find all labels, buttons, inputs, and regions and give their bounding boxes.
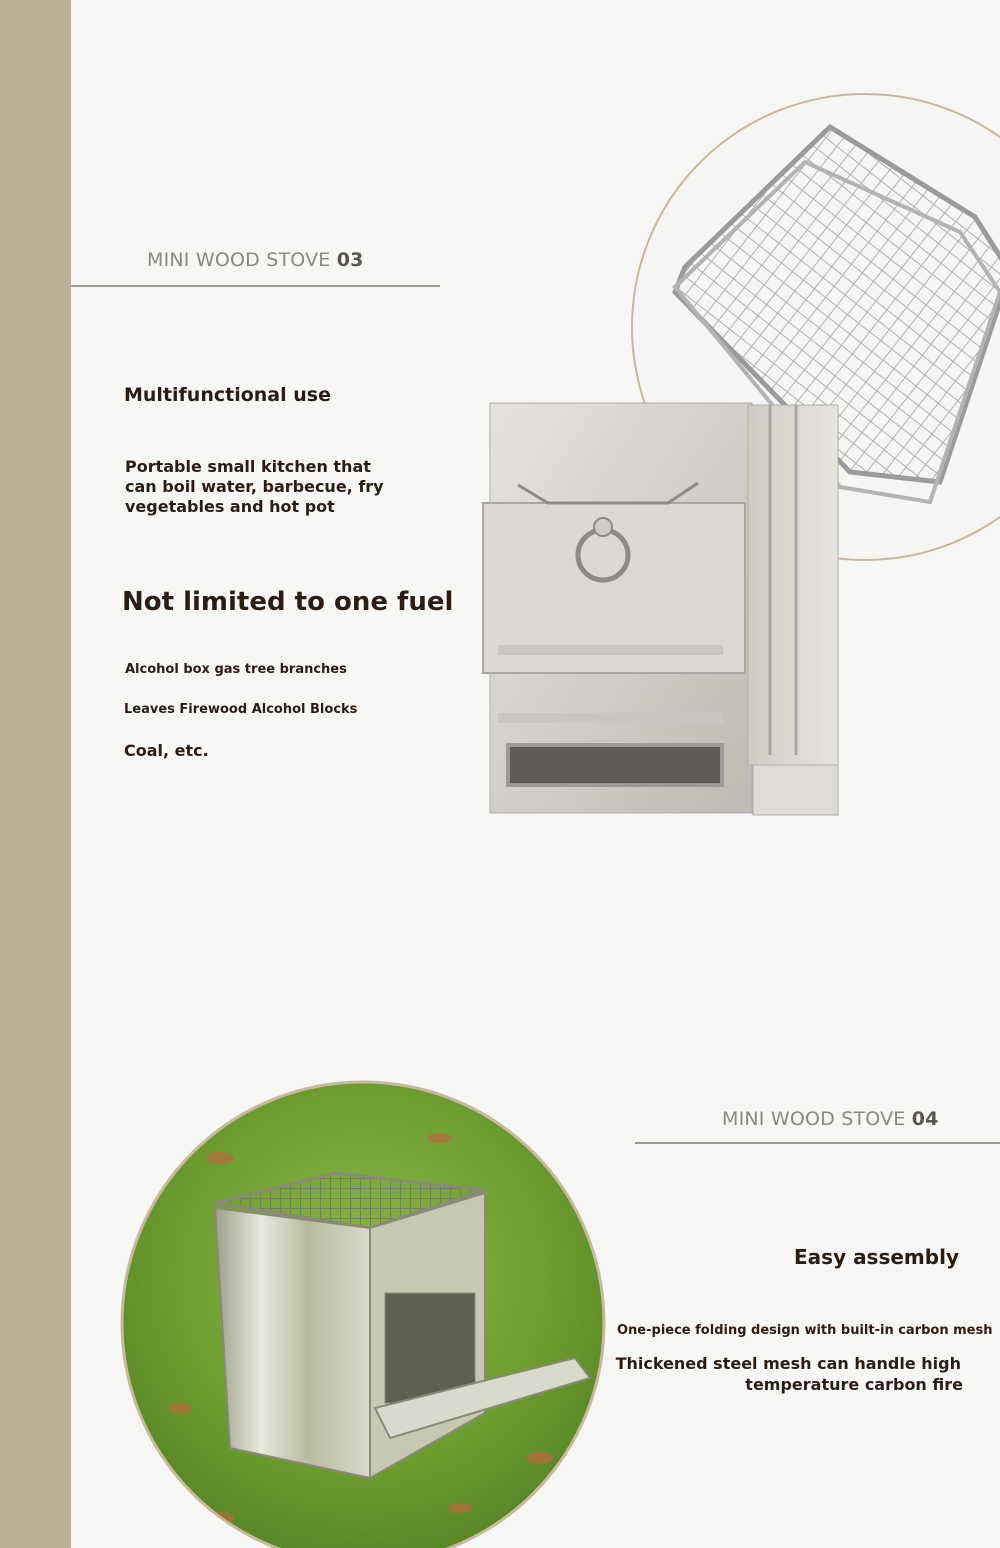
paragraph-portable-kitchen: Portable small kitchen that can boil water, barbecue, fry vegetables and hot pot	[125, 457, 384, 516]
section-title-prefix: MINI WOOD STOVE	[722, 1108, 912, 1130]
fuel-item: Coal, etc.	[124, 741, 209, 760]
feature-steel-mesh-line2: temperature carbon fire	[745, 1375, 963, 1394]
sidebar-stripe	[0, 0, 71, 1548]
section-divider	[71, 285, 440, 287]
section-number: 03	[336, 249, 364, 271]
heading-multifunctional: Multifunctional use	[124, 384, 331, 406]
feature-folding-design: One-piece folding design with built-in carbon mesh	[617, 1323, 993, 1338]
fuel-item: Leaves Firewood Alcohol Blocks	[124, 702, 358, 717]
fuel-item: Alcohol box gas tree branches	[125, 662, 347, 677]
section-divider	[635, 1142, 1000, 1144]
section-title-03	[147, 249, 364, 271]
section-number: 04	[911, 1108, 939, 1130]
heading-fuel: Not limited to one fuel	[122, 587, 454, 617]
section-title-04	[722, 1108, 939, 1130]
stove-on-grass-image	[120, 1078, 610, 1548]
heading-easy-assembly: Easy assembly	[794, 1245, 959, 1269]
feature-steel-mesh-line1: Thickened steel mesh can handle high	[615, 1354, 961, 1373]
section-title-prefix: MINI WOOD STOVE	[147, 249, 337, 271]
stove-product-image	[478, 395, 848, 845]
